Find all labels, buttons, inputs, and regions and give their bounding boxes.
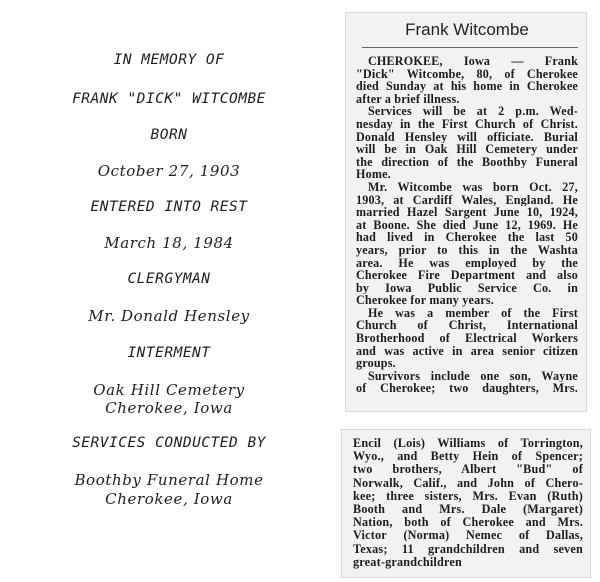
obit-line: the direction of the Boothby Funeral	[356, 155, 578, 169]
born-label: BORN	[150, 127, 188, 143]
obit-line: had lived in Cherokee the last 50	[356, 231, 578, 244]
obit-line: years, prior to this in the Washta	[356, 243, 578, 257]
obit-line: Church of Christ, International	[356, 319, 578, 333]
obit-line: will be in Oak Hill Cemetery under	[356, 143, 578, 156]
obit-line: area. He was employed by the	[356, 256, 578, 270]
obit-line: by Iowa Public Service Co. in	[356, 281, 578, 295]
entered-rest-label: ENTERED INTO REST	[90, 199, 248, 215]
obit-line: Nation, both of Cherokee and Mrs.	[353, 516, 583, 530]
obit-line: Donald Hensley will officiate. Burial	[356, 130, 578, 144]
death-date: March 18, 1984	[104, 234, 234, 252]
obit-line: two brothers, Albert "Bud" of	[353, 463, 583, 477]
clergyman-label: CLERGYMAN	[127, 271, 211, 287]
obit-line: CHEROKEE, Iowa — Frank	[368, 55, 578, 68]
headline-rule	[362, 47, 578, 48]
obit-line: died Sunday at his home in Cherokee	[356, 80, 578, 93]
obit-line: Survivors include one son, Wayne	[368, 369, 578, 383]
cemetery-location: Cherokee, Iowa	[105, 399, 233, 417]
obituary-column-2	[353, 437, 583, 569]
obit-line: Norwalk, Calif., and John of Chero-	[353, 476, 583, 490]
obit-line: He was a member of the First	[368, 306, 578, 320]
obit-line: "Dick" Witcombe, 80, of Cherokee	[356, 67, 578, 81]
obit-line: groups.	[356, 357, 396, 370]
obit-line: great-grandchildren	[353, 555, 462, 569]
obituary-headline: Frank Witcombe	[405, 20, 529, 39]
obit-line: married Hazel Sargent June 10, 1924,	[356, 206, 578, 219]
in-memory-heading: IN MEMORY OF	[113, 52, 225, 68]
clergyman-name: Mr. Donald Hensley	[88, 307, 250, 325]
cemetery-name: Oak Hill Cemetery	[93, 381, 245, 399]
obit-line: Victor (Norma) Nemec of Dallas,	[353, 529, 583, 543]
obit-line: Mr. Witcombe was born Oct. 27,	[368, 180, 578, 194]
obit-line: Cherokee Fire Department and also	[356, 269, 578, 282]
deceased-name: FRANK "DICK" WITCOMBE	[72, 91, 266, 107]
obit-line: Services will be at 2 p.m. Wed-	[368, 105, 578, 118]
obit-line: and was active in area senior citizen	[356, 344, 578, 358]
obit-line: Cherokee for many years.	[356, 294, 495, 307]
obit-line: Home.	[356, 168, 391, 181]
obit-line: nesday in the First Church of Christ.	[356, 117, 578, 131]
obit-line: Booth and Mrs. Dale (Margaret)	[353, 502, 583, 516]
obituary-clipping-bottom	[341, 429, 591, 578]
obit-line: kee; three sisters, Mrs. Evan (Ruth)	[353, 489, 583, 503]
interment-label: INTERMENT	[127, 345, 211, 361]
obit-line: at Boone. She died June 12, 1969. He	[356, 218, 578, 232]
born-date: October 27, 1903	[97, 162, 241, 180]
obit-line: Texas; 11 grandchildren and seven	[353, 542, 583, 556]
obituary-clipping-top	[345, 12, 587, 412]
obit-line: Wyo., and Betty Hein of Spencer;	[353, 450, 583, 464]
obit-line: after a brief illness.	[356, 92, 460, 106]
obituary-column-1	[356, 55, 578, 395]
funeral-home-location: Cherokee, Iowa	[105, 490, 233, 508]
obit-line: Encil (Lois) Williams of Torrington,	[353, 437, 583, 450]
obit-line: 1903, at Cardiff Wales, England. He	[356, 193, 578, 207]
obit-line: Brotherhood of Electrical Workers	[356, 332, 578, 345]
obit-line: of Cherokee; two daughters, Mrs.	[356, 382, 578, 396]
funeral-home-name: Boothby Funeral Home	[74, 471, 264, 489]
services-label: SERVICES CONDUCTED BY	[72, 435, 266, 451]
